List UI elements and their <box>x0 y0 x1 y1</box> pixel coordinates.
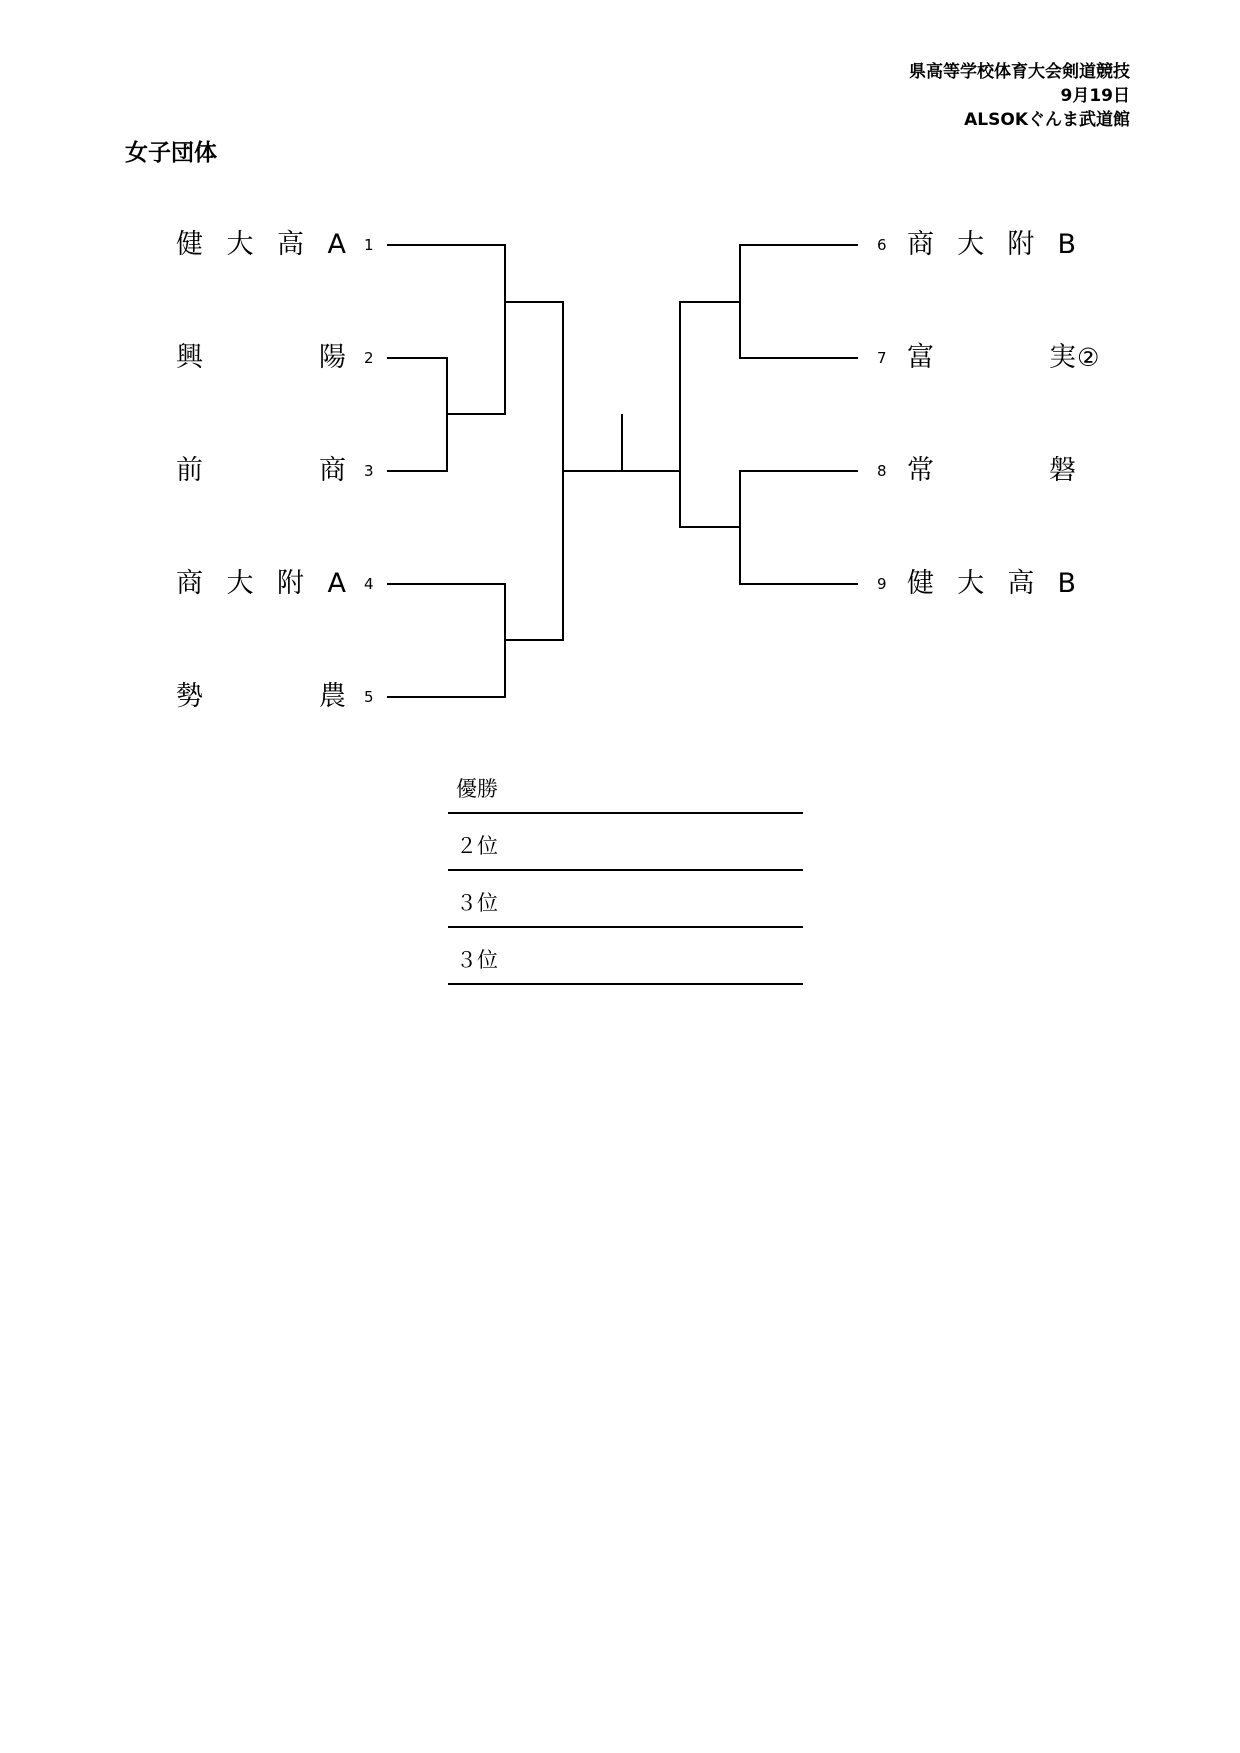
bracket-line-seed-4 <box>388 584 505 640</box>
team-name: 富 実 <box>907 342 1076 373</box>
result-row-second <box>448 814 803 871</box>
results-table <box>448 757 803 985</box>
result-row-third-b <box>448 928 803 985</box>
bracket-line-seed-1 <box>388 245 505 302</box>
team-suffix: ② <box>1077 343 1100 372</box>
event-name: 県高等学校体育大会剣道競技 <box>909 62 1130 82</box>
result-row-champion <box>448 757 803 814</box>
seed-number: 9 <box>877 575 887 593</box>
bracket-line-seed-5 <box>388 640 505 697</box>
event-date: 9月19日 <box>1060 86 1130 106</box>
team-slot-8 <box>907 454 1082 488</box>
team-name: 商 大 附 B <box>907 229 1076 260</box>
seed-number: 1 <box>364 236 374 254</box>
team-slot-2 <box>176 341 346 375</box>
result-label: 優勝 <box>456 777 498 801</box>
bracket-line-match-4-5 <box>505 471 563 640</box>
team-name: 興 陽 <box>176 342 346 373</box>
team-slot-1 <box>176 228 346 262</box>
team-slot-5 <box>176 680 346 714</box>
team-name: 健 大 高 A <box>176 229 347 260</box>
bracket-line-seed-7 <box>740 302 857 358</box>
team-slot-9 <box>907 567 1082 601</box>
event-venue: ALSOKぐんま武道館 <box>964 110 1130 130</box>
team-slot-6 <box>907 228 1082 262</box>
result-row-third-a <box>448 871 803 928</box>
bracket-line-seed-3 <box>388 414 447 471</box>
bracket-line-seed-2 <box>388 358 447 414</box>
team-name: 商 大 附 A <box>176 568 347 599</box>
bracket-line-seed-6 <box>740 245 857 302</box>
team-name: 勢 農 <box>176 681 346 712</box>
seed-number: 3 <box>364 462 374 480</box>
team-slot-3 <box>176 454 346 488</box>
seed-number: 2 <box>364 349 374 367</box>
seed-number: 6 <box>877 236 887 254</box>
team-name: 健 大 高 B <box>907 568 1076 599</box>
result-label: ３位 <box>456 948 498 972</box>
page-title: 女子団体 <box>125 140 217 166</box>
seed-number: 7 <box>877 349 887 367</box>
bracket-line-match-8-9 <box>680 471 740 527</box>
team-slot-7 <box>907 341 1100 375</box>
bracket-line-seed-8 <box>740 471 857 527</box>
seed-number: 8 <box>877 462 887 480</box>
bracket-line-match-6-7 <box>680 302 740 471</box>
bracket-line-match-2-3 <box>447 302 505 414</box>
seed-number: 4 <box>364 575 374 593</box>
team-name: 常 磐 <box>907 455 1076 486</box>
bracket-line-semi-left-top <box>505 302 563 471</box>
seed-number: 5 <box>364 688 374 706</box>
result-label: ３位 <box>456 891 498 915</box>
team-name: 前 商 <box>176 455 346 486</box>
team-slot-4 <box>176 567 346 601</box>
result-label: ２位 <box>456 834 498 858</box>
bracket-line-seed-9 <box>740 527 857 584</box>
